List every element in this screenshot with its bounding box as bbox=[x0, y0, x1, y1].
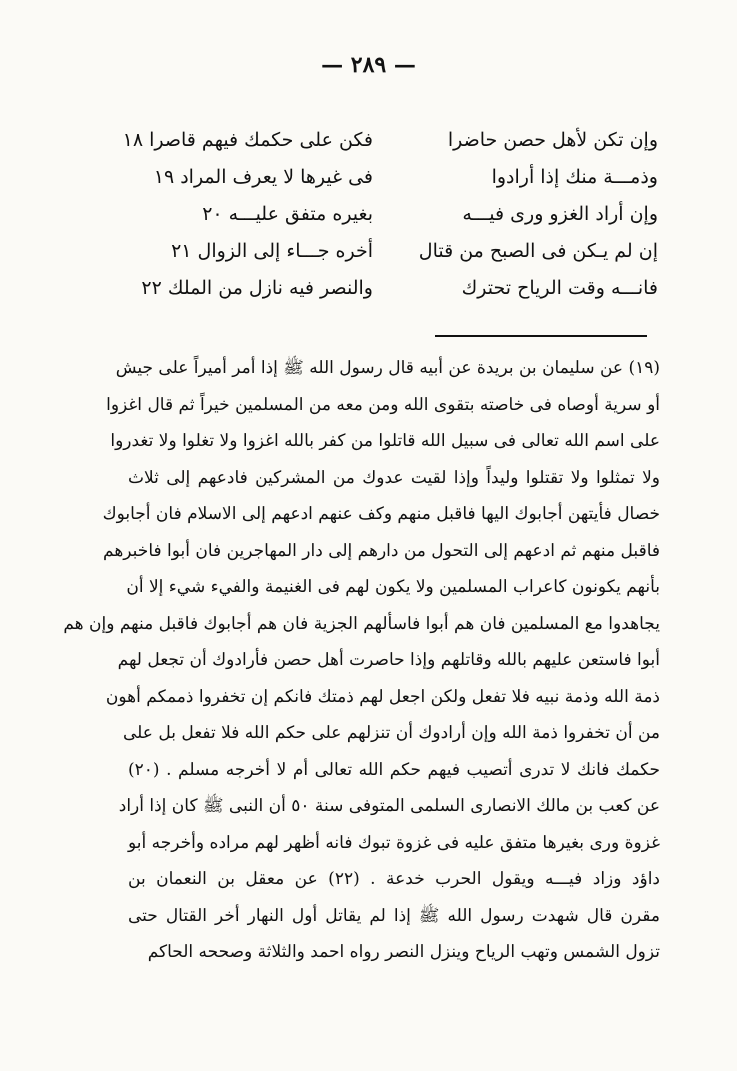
verse-second-hemistich: أخره جـــاء إلى الزوال ٢١ bbox=[171, 240, 373, 262]
commentary-line: خصال فأيتهن أجابوك اليها فاقبل منهم وكف عنهم ادعهم إلى الاسلام فان أجابوك bbox=[102, 504, 660, 524]
commentary-line: غزوة ورى بغيرها متفق عليه فى غزوة تبوك فانه أظهر لهم مراده وأخرجه أبو bbox=[128, 832, 660, 853]
commentary-line: بأنهم يكونون كاعراب المسلمين ولا يكون لهم فى الغنيمة والفيء شيء إلا أن bbox=[126, 577, 660, 597]
verse-second-hemistich: والنصر فيه نازل من الملك ٢٢ bbox=[141, 277, 373, 299]
verse-second-hemistich: بغيره متفق عليـــه ٢٠ bbox=[202, 203, 373, 225]
commentary-block bbox=[63, 350, 660, 971]
commentary-line: ذمة الله وذمة نبيه فلا تفعل ولكن اجعل لهم ذمتك فانكم إن تخفروا ذممكم أهون bbox=[105, 686, 660, 707]
verse-20 bbox=[118, 196, 658, 233]
commentary-line: تزول الشمس وتهب الرياح وينزل النصر رواه احمد والثلاثة وصححه الحاكم bbox=[147, 942, 660, 962]
verse-second-hemistich: فى غيرها لا يعرف المراد ١٩ bbox=[153, 166, 373, 188]
verse-first-hemistich: إن لم يـكن فى الصبح من قتال bbox=[418, 240, 658, 262]
commentary-line: فاقبل منهم ثم ادعهم إلى التحول من دارهم إلى دار المهاجرين فان أبوا فاخبرهم bbox=[103, 540, 660, 561]
page-number: — ٢٨٩ — bbox=[321, 52, 416, 78]
verse-first-hemistich: وذمـــة منك إذا أرادوا bbox=[491, 166, 658, 188]
footnote-divider bbox=[435, 335, 647, 337]
verse-first-hemistich: فانـــه وقت الرياح تحترك bbox=[461, 277, 658, 299]
verse-first-hemistich: وإن تكن لأهل حصن حاضرا bbox=[447, 129, 658, 151]
commentary-line: من أن تخفروا ذمة الله وإن أرادوك أن تنزلهم على حكم الله فلا تفعل بل على bbox=[122, 723, 660, 743]
verse-second-hemistich: فكن على حكمك فيهم قاصرا ١٨ bbox=[122, 129, 373, 151]
commentary-line: (١٩) عن سليمان بن بريدة عن أبيه قال رسول الله ﷺ إذا أمر أميراً على جيش bbox=[115, 358, 660, 378]
commentary-line: أو سرية أوصاه فى خاصته بتقوى الله ومن معه من المسلمين خيراً ثم قال اغزوا bbox=[106, 394, 660, 415]
commentary-line: أبوا فاستعن عليهم بالله وقاتلهم وإذا حاصرت أهل حصن فأرادوك أن تجعل لهم bbox=[117, 650, 660, 670]
verse-first-hemistich: وإن أراد الغزو ورى فيـــه bbox=[462, 203, 658, 225]
commentary-line: حكمك فانك لا تدرى أتصيب فيهم حكم الله تعالى أم لا أخرجه مسلم . (٢٠) bbox=[128, 759, 660, 780]
verse-22 bbox=[118, 270, 658, 307]
commentary-line: داؤد وزاد فيـــه ويقول الحرب خدعة . (٢٢) عن معقل بن النعمان بن bbox=[128, 869, 660, 889]
verse-21 bbox=[118, 233, 658, 270]
commentary-line: يجاهدوا مع المسلمين فان هم أبوا فاسألهم الجزية فان هم أجابوك فاقبل منهم وإن هم bbox=[63, 613, 660, 634]
commentary-line: مقرن قال شهدت رسول الله ﷺ إذا لم يقاتل أول النهار أخر القتال حتى bbox=[128, 905, 660, 926]
commentary-line: عن كعب بن مالك الانصارى السلمى المتوفى سنة ٥٠ أن النبى ﷺ كان إذا أراد bbox=[118, 796, 660, 816]
verse-19 bbox=[118, 159, 658, 196]
commentary-line: على اسم الله تعالى فى سبيل الله قاتلوا من كفر بالله اغزوا ولا تغلوا ولا تغدروا bbox=[110, 431, 660, 451]
poem-block bbox=[118, 122, 658, 307]
commentary-line: ولا تمثلوا ولا تقتلوا وليداً وإذا لقيت عدوك من المشركين فادعهم إلى ثلاث bbox=[128, 467, 660, 488]
verse-18 bbox=[118, 122, 658, 159]
